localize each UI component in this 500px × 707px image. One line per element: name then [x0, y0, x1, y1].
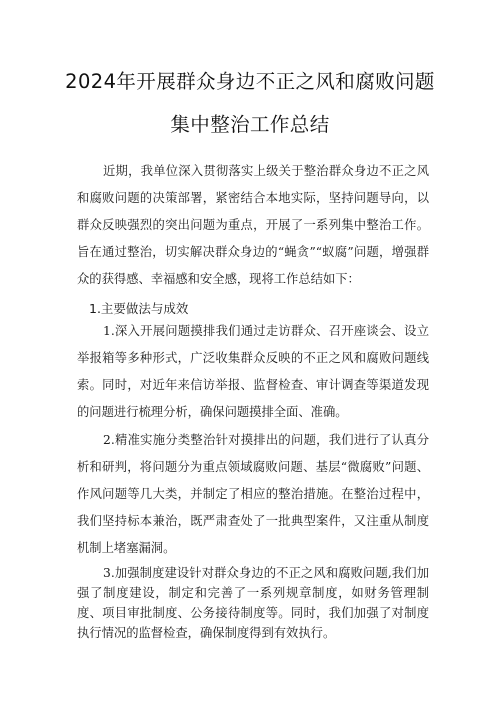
body-paragraph-2: 2.精准实施分类整治针对摸排出的问题，我们进行了认真分析和研判，将问题分为重点领域腐败问题、基层“微腐败”问题、作风问题等几大类，并制定了相应的整治措施。在整治过程中，我们坚持标本兼治，既严肃查处了一批典型案件，又注重从制度机制上堵塞漏洞。: [77, 433, 429, 555]
intro-paragraph: 近期，我单位深入贯彻落实上级关于整治群众身边不正之风和腐败问题的决策部署，紧密结合本地实际，坚持问题导向，以群众反映强烈的突出问题为重点，开展了一系列集中整治工作。旨在通过整治，切实解决群众身边的“蝇贪”“蚁腐”问题，增强群众的获得感、幸福感和安全感，现将工作总结如下：: [77, 164, 429, 286]
body-paragraph-1: 1.深入开展问题摸排我们通过走访群众、召开座谈会、设立举报箱等多种形式，广泛收集群众反映的不正之风和腐败问题线索。同时，对近年来信访举报、监督检查、审计调查等渠道发现的问题进行梳理分析，确保问题摸排全面、准确。: [77, 324, 429, 419]
document-title-line-1: 2024年开展群众身边不正之风和腐败问题: [65, 70, 435, 93]
document-title-line-2: 集中整治工作总结: [170, 113, 330, 136]
body-paragraph-3: 3.加强制度建设针对群众身边的不正之风和腐败问题,我们加强了制度建设，制定和完善了一系列规章制度，如财务管理制度、项目审批制度、公务接待制度等。同时，我们加强了对制度执行情况的监督检查，确保制度得到有效执行。: [77, 566, 429, 640]
section-heading: 1.主要做法与成效: [89, 301, 189, 316]
